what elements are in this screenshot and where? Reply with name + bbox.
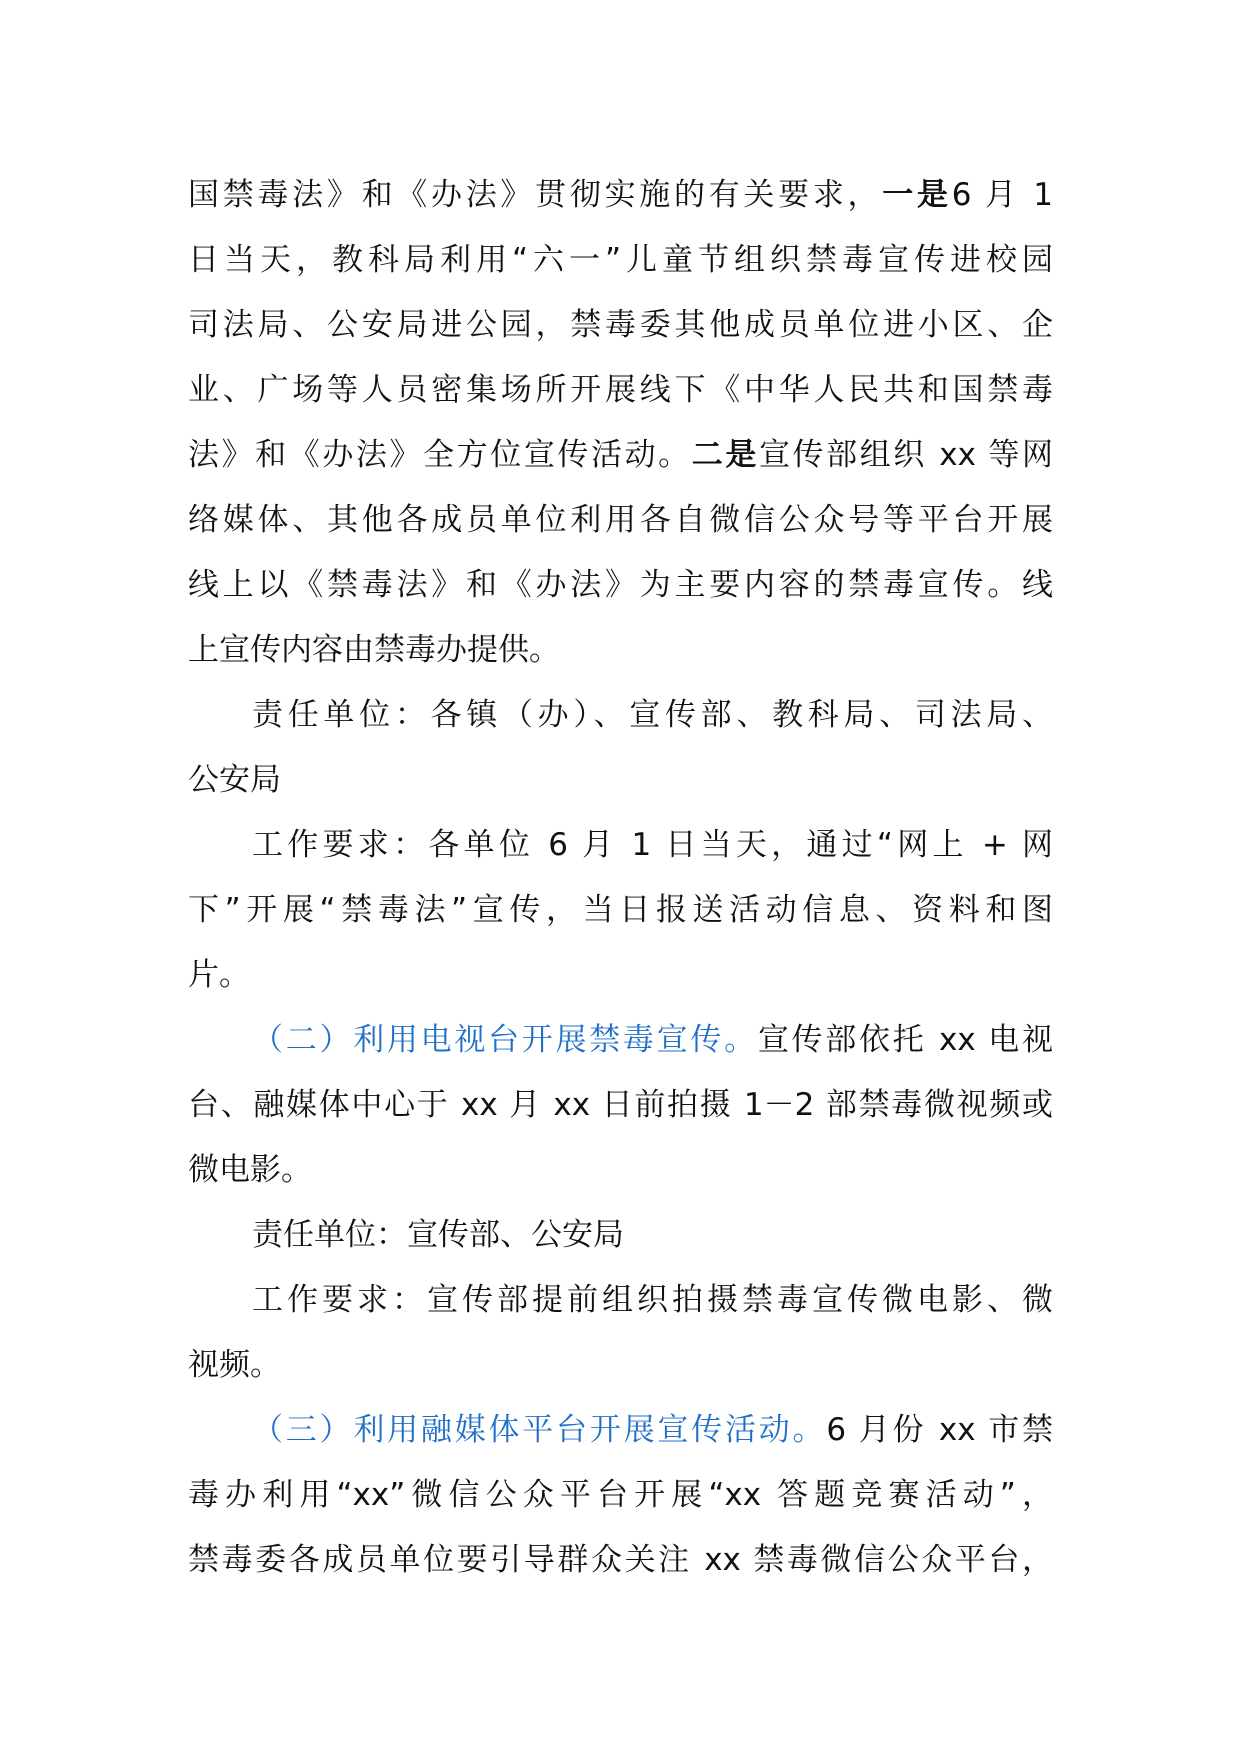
- section-heading: （二）利用电视台开展禁毒宣传。: [252, 1022, 758, 1058]
- requirement-line: [188, 813, 1053, 878]
- line-text: 线上以《禁毒法》和《办法》为主要内容的禁毒宣传。线: [188, 567, 1053, 603]
- section-three-line: [188, 1398, 1053, 1463]
- paragraph-line: [188, 488, 1053, 553]
- line-text: 工作要求：各单位 6 月 1 日当天，通过“网上 + 网: [252, 827, 1053, 863]
- paragraph-line: [188, 358, 1053, 423]
- line-text: 微电影。: [188, 1152, 312, 1188]
- requirement-line: [188, 1268, 1053, 1333]
- line-text: 业、广场等人员密集场所开展线下《中华人民共和国禁毒: [188, 372, 1053, 408]
- paragraph-line: [188, 163, 1053, 228]
- line-text: 毒办利用“xx”微信公众平台开展“xx 答题竞赛活动”，: [188, 1477, 1053, 1513]
- line-text: 日当天，教科局利用“六一”儿童节组织禁毒宣传进校园: [188, 242, 1053, 278]
- document-page: [188, 163, 1053, 1593]
- section-three-line: [188, 1528, 1053, 1593]
- line-text: 络媒体、其他各成员单位利用各自微信公众号等平台开展: [188, 502, 1053, 538]
- requirement-line: [188, 1333, 1053, 1398]
- paragraph-line: [188, 553, 1053, 618]
- section-heading: （三）利用融媒体平台开展宣传活动。: [252, 1412, 827, 1448]
- line-text: 视频。: [188, 1347, 281, 1383]
- emphasis-first: 一是: [882, 177, 952, 213]
- line-text: 法》和《办法》全方位宣传活动。: [188, 437, 692, 473]
- line-text: 禁毒委各成员单位要引导群众关注 xx 禁毒微信公众平台，: [188, 1542, 1053, 1578]
- line-text: 片。: [188, 957, 250, 993]
- paragraph-line: [188, 293, 1053, 358]
- line-text: 宣传部组织 xx 等网: [758, 437, 1054, 473]
- line-text: 国禁毒法》和《办法》贯彻实施的有关要求，: [188, 177, 883, 213]
- line-text: 下”开展“禁毒法”宣传，当日报送活动信息、资料和图: [188, 892, 1053, 928]
- emphasis-second: 二是: [691, 437, 759, 473]
- line-text: 工作要求：宣传部提前组织拍摄禁毒宣传微电影、微: [252, 1282, 1053, 1318]
- paragraph-line: [188, 423, 1053, 488]
- section-two-line: [188, 1008, 1053, 1073]
- line-text: 责任单位：宣传部、公安局: [252, 1217, 624, 1253]
- line-text: 台、融媒体中心于 xx 月 xx 日前拍摄 1－2 部禁毒微视频或: [188, 1087, 1053, 1123]
- line-text: 宣传部依托 xx 电视: [757, 1022, 1053, 1058]
- line-text: 公安局: [188, 762, 281, 798]
- paragraph-line: [188, 228, 1053, 293]
- line-text: 上宣传内容由禁毒办提供。: [188, 632, 560, 668]
- line-text: 责任单位：各镇（办）、宣传部、教科局、司法局、: [252, 697, 1053, 733]
- line-text: 6 月 1: [951, 177, 1054, 213]
- paragraph-line: [188, 618, 1053, 683]
- requirement-line: [188, 878, 1053, 943]
- responsibility-line: [188, 683, 1053, 748]
- line-text: 司法局、公安局进公园，禁毒委其他成员单位进小区、企: [188, 307, 1053, 343]
- section-two-line: [188, 1073, 1053, 1138]
- requirement-line: [188, 943, 1053, 1008]
- responsibility-line: [188, 748, 1053, 813]
- section-two-line: [188, 1138, 1053, 1203]
- line-text: 6 月份 xx 市禁: [826, 1412, 1054, 1448]
- section-three-line: [188, 1463, 1053, 1528]
- responsibility-line: [188, 1203, 1053, 1268]
